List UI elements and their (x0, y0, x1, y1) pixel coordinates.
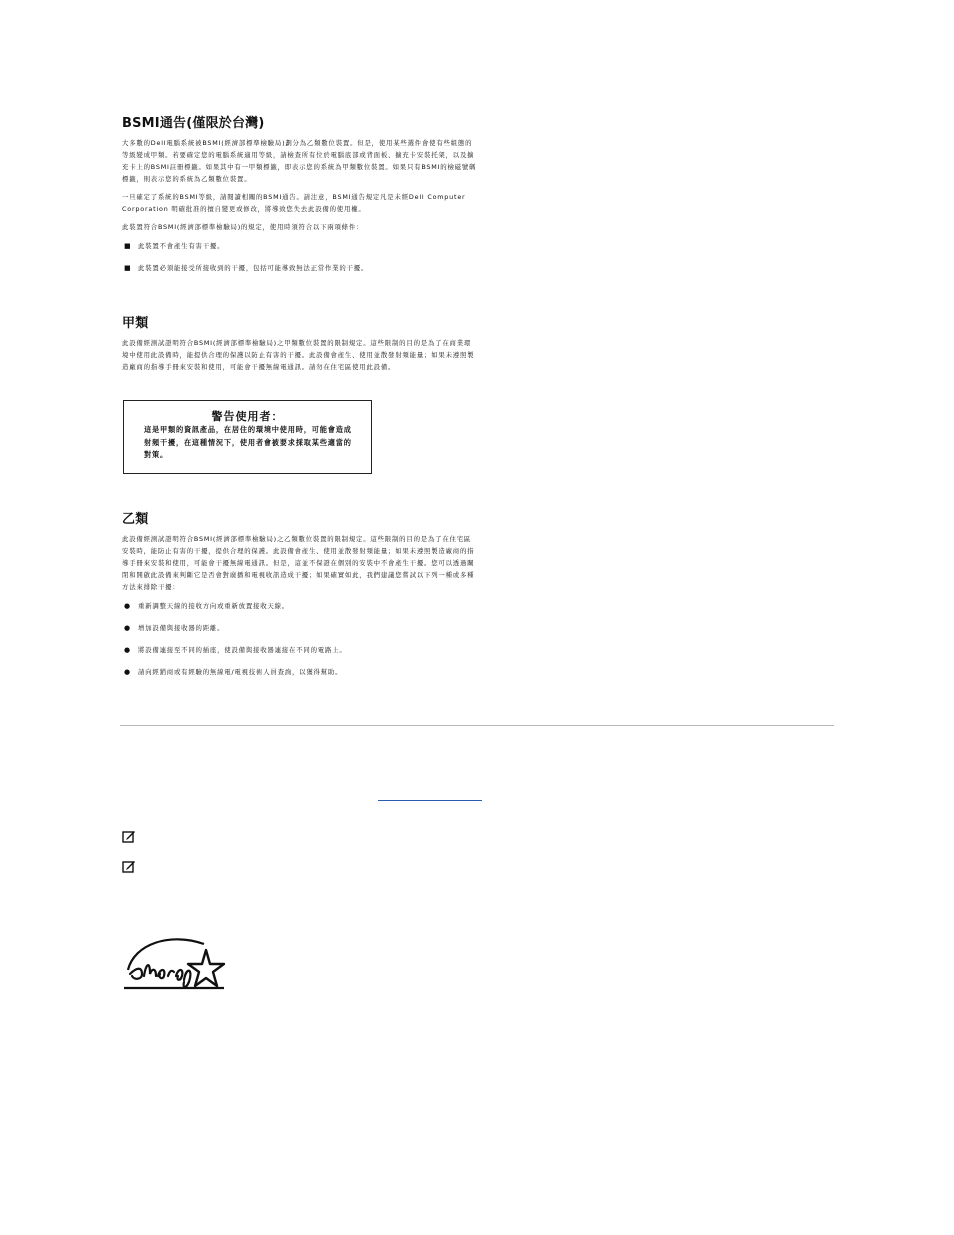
bullet-icon: ● (124, 668, 131, 676)
pencil-note-icon (122, 828, 136, 842)
bullet-icon: ● (124, 602, 131, 610)
class-a-para: 此設備經測試證明符合BSMI(經濟部標準檢驗局)之甲類數位裝置的限制規定。這些限制的目的是為了在商業環境中使用此設備時，能提供合理的保護以防止有害的干擾。此設備會產生、使用並散發射頻能量；如果未遵照製造廠商的指導手冊來安裝和使用，可能會干擾無線電通訊。請勿在住宅區使用此設備。 (122, 339, 475, 371)
bsmi-para-3: 此裝置符合BSMI(經濟部標準檢驗局)的規定，使用時須符合以下兩項條件： (122, 223, 364, 231)
pencil-note-icon (122, 858, 136, 872)
class-b-title: 乙類 (122, 512, 149, 527)
bullet-icon: ■ (124, 242, 132, 250)
hyperlink[interactable] (378, 794, 482, 802)
bsmi-para-1: 大多數的Dell電腦系統被BSMI(經濟部標準檢驗局)劃分為乙類數位裝置。但是，使用某些選件會使有些組態的等級變成甲類。若要確定您的電腦系統適用等級，請檢查所有位於電腦底部或背面板、擴充卡安裝托架，以及擴充卡上的BSMI註冊標籤。如果其中有一甲類標籤，即表示您的系統為甲類數位裝置。如果只有BSMI的檢磁號碼標籤，則表示您的系統為乙類數位裝置。 (122, 139, 477, 183)
class-a-title: 甲類 (122, 316, 149, 331)
energy-star-logo (120, 930, 232, 1006)
class-b-para: 此設備經測試證明符合BSMI(經濟部標準檢驗局)之乙類數位裝置的限制規定。這些限制的目的是為了在住宅區安裝時，能防止有害的干擾，提供合理的保護。此設備會產生、使用並散發射頻能量；如果未遵照製造廠商的指導手冊來安裝和使用，可能會干擾無線電通訊。但是，這並不保證在個別的安裝中不會產生干擾。您可以透過關閉和開啟此設備來判斷它是否會對廣播和電視收訊造成干擾；如果確實如此，我們建議您嘗試以下列一種或多種方法來排除干擾： (122, 535, 475, 591)
class-b-section (122, 508, 478, 689)
bsmi-title: BSMI通告(僅限於台灣) (122, 116, 265, 131)
class-b-bullet: ● 重新調整天線的接收方向或重新放置接收天線。 (124, 602, 290, 610)
bsmi-section (122, 112, 478, 285)
class-b-bullet: ● 請向經銷商或有經驗的無線電/電視技術人員查詢，以獲得幫助。 (124, 668, 343, 676)
warning-title: 警告使用者： (211, 410, 284, 423)
bsmi-bullet: ■ 此裝置必須能接受所接收到的干擾，包括可能導致無法正常作業的干擾。 (124, 264, 369, 272)
bsmi-para-2: 一旦確定了系統的BSMI等級，請閱讀相關的BSMI通告。請注意，BSMI通告規定凡是未經Dell Computer Corporation 明確批准的擅自變更或修改，將導致您失去此設備的使用權。 (122, 193, 466, 213)
divider (120, 725, 834, 726)
class-b-bullet: ● 將設備連接至不同的插座，使設備與接收器連接在不同的電路上。 (124, 646, 347, 654)
bsmi-bullet: ■ 此裝置不會產生有害干擾。 (124, 242, 225, 250)
bullet-icon: ■ (124, 264, 132, 272)
warning-box (123, 400, 372, 474)
bullet-icon: ● (124, 646, 131, 654)
warning-body: 這是甲類的資訊產品，在居住的環境中使用時，可能會造成射頻干擾，在這種情況下，使用者會被要求採取某些適當的對策。 (144, 425, 352, 460)
bullet-icon: ● (124, 624, 131, 632)
class-a-section (122, 312, 478, 379)
class-b-bullet: ● 增加設備與接收器的距離。 (124, 624, 225, 632)
